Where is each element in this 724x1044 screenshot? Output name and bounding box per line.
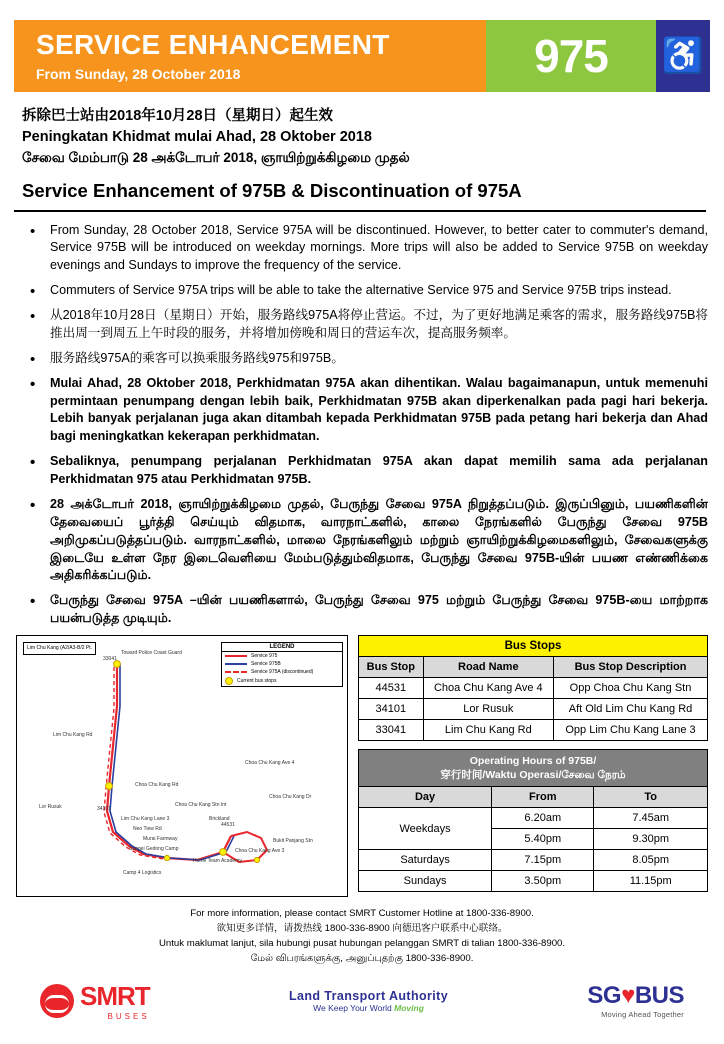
lta-tagline-b: Moving <box>394 1002 424 1013</box>
map-label: Choa Chu Kang Ave 3 <box>235 848 285 855</box>
sgbus-name-b: BUS <box>634 982 684 1010</box>
cell-from: 5.40pm <box>492 829 594 850</box>
blue-line-icon <box>225 663 247 665</box>
title-tamil: சேவை மேம்பாடு 28 அக்டோபர் 2018, ஞாயிற்றுக்கிழமை முதல் <box>22 150 410 166</box>
cell-day: Weekdays <box>359 808 492 850</box>
map-label: 44531 <box>221 822 235 829</box>
cell-road-name: Lim Chu Kang Rd <box>423 720 553 741</box>
contact-line-zh: 欲知更多详情，请拨热线 1800-336-8900 向德迅客户联系中心联络。 <box>216 922 508 934</box>
column-header: Bus Stop Description <box>554 657 708 678</box>
bus-stop-dot <box>164 855 169 860</box>
map-label: 33041 <box>103 656 117 663</box>
map-label: Choa Chu Kang Dr <box>269 794 312 801</box>
tables-column <box>358 635 708 897</box>
service-975b-line <box>110 664 234 860</box>
poster-page <box>0 20 724 1044</box>
title-malay: Peningkatan Khidmat mulai Ahad, 28 Oktober 2018 <box>22 129 372 146</box>
map-label: Camp 4 Logistics <box>123 870 162 877</box>
map-label: 34101 <box>97 806 111 813</box>
legend-item <box>222 676 342 686</box>
cell-day: Saturdays <box>359 850 492 871</box>
list-item: • Sebaliknya, penumpang perjalanan Perkhidmatan 975A akan dapat memilih sama ada perjalanan Perkhidmatan 975 atau Perkhidmatan 975B. <box>28 453 708 489</box>
cell-to: 8.05pm <box>594 850 708 871</box>
list-item: • 从2018年10月28日（星期日）开始，服务路线975A将停止营运。不过，为了更好地满足乘客的需求，服务路线975B将推出周一到周五上午时段的服务，并将增加傍晚和周日的营运车次，提高服务频率。 <box>28 307 708 343</box>
table-row <box>359 871 708 892</box>
cell-from: 7.15pm <box>492 850 594 871</box>
wheelchair-accessible-badge <box>656 20 710 92</box>
bus-stops-table <box>358 635 708 741</box>
notice-bullet-list <box>14 222 710 629</box>
multilingual-titles <box>14 106 710 168</box>
table-row <box>359 678 708 699</box>
list-item: • Commuters of Service 975A trips will be able to take the alternative Service 975 and Service 975B trips instead. <box>28 282 708 300</box>
bus-stops-title: Bus Stops <box>359 636 708 657</box>
map-label: Home Team Academy <box>193 858 242 865</box>
cell-description: Aft Old Lim Chu Kang Rd <box>554 699 708 720</box>
dashed-line-icon <box>225 671 247 673</box>
table-row <box>359 720 708 741</box>
page-title: SERVICE ENHANCEMENT <box>36 29 390 61</box>
column-header: Road Name <box>423 657 553 678</box>
legend-item <box>222 652 342 660</box>
operating-hours-title <box>359 750 708 787</box>
map-label: Choa Chu Kang Stn Int <box>175 802 227 809</box>
service-975-line <box>107 664 231 860</box>
table-row <box>359 850 708 871</box>
bus-stop-dot <box>254 857 259 862</box>
operating-hours-title-multi: 穿行时间/Waktu Operasi/சேவை நேரம் <box>440 769 626 782</box>
route-number-badge: 975 <box>486 20 656 92</box>
operating-hours-title-en: Operating Hours of 975B/ <box>469 755 597 768</box>
cell-to: 9.30pm <box>594 829 708 850</box>
list-item: • 28 அக்டோபர் 2018, ஞாயிற்றுக்கிழமை முதல், பேருந்து சேவை 975A நிறுத்தப்படும். இருப்பினும், பயணிகளின் தேவையைப் பூர்த்தி செய்யும் விதமாக, வாரநாட்களில், காலை நேரங்களில் பேருந்து சேவை 975B அறிமுகப்படுத்தப்படும். வாரநாட்களில், மாலை நேரங்களிலும் மற்றும் ஞாயிற்றுக்கிழமைகளிலும், சேவைகளுக்கு இடையே உள்ள நேர இடைவெளியை மேம்படுத்தும்விதமாக, பேருந்து சேவை 975B-யின் பயண எண்ணிக்கை அதிகரிக்கப்படும். <box>28 496 708 585</box>
cell-to: 7.45am <box>594 808 708 829</box>
cell-description: Opp Lim Chu Kang Lane 3 <box>554 720 708 741</box>
sgbus-tagline: Moving Ahead Together <box>601 1010 684 1020</box>
smrt-sub: BUSES <box>107 1011 150 1021</box>
map-key-text: Lim Chu Kang (A2/A3-B/2 Pt. <box>27 645 93 652</box>
column-header: To <box>594 787 708 808</box>
poster-header <box>14 20 710 92</box>
map-label: Sungei Gedong Camp <box>129 846 179 853</box>
contact-line-ms: Untuk maklumat lanjut, sila hubungi pusat hubungan pelanggan SMRT di talian 1800-336-8900. <box>158 937 566 949</box>
bus-stop-dot-icon <box>225 677 233 685</box>
red-line-icon <box>225 655 247 657</box>
contact-line-ta: மேல் விபரங்களுக்கு, அனுப்புதற்கு 1800-336-8900. <box>250 952 474 964</box>
cell-road-name: Lor Rusuk <box>423 699 553 720</box>
bus-stop-dot <box>220 849 227 856</box>
legend-item-label: Current bus stops <box>237 678 277 685</box>
lta-logo <box>289 989 448 1013</box>
lta-tagline-a: We Keep Your World <box>313 1002 392 1013</box>
map-label: Brickland <box>209 816 230 823</box>
map-label: Neo Tiew Rd <box>133 826 162 833</box>
cell-day: Sundays <box>359 871 492 892</box>
cell-from: 3.50pm <box>492 871 594 892</box>
cell-to: 11.15pm <box>594 871 708 892</box>
bus-stop-dot <box>106 783 113 790</box>
list-item: • 服务路线975A的乘客可以换乘服务路线975和975B。 <box>28 350 708 368</box>
contact-line-en: For more information, please contact SMRT Customer Hotline at 1800-336-8900. <box>190 908 534 920</box>
title-chinese: 拆除巴士站由2018年10月28日（星期日）起生效 <box>22 108 334 124</box>
map-label: Lim Chu Kang Rd <box>53 732 93 739</box>
operating-hours-table <box>358 749 708 892</box>
cell-description: Opp Choa Chu Kang Stn <box>554 678 708 699</box>
map-label: Choa Chu Kang Ave 4 <box>245 760 295 767</box>
header-title-block <box>14 20 486 92</box>
legend-item-label: Service 975 <box>251 653 278 660</box>
cell-road-name: Choa Chu Kang Ave 4 <box>423 678 553 699</box>
cell-from: 6.20am <box>492 808 594 829</box>
map-label: Bukit Panjang Stn <box>273 838 313 845</box>
sgbus-name-a: SG <box>587 982 622 1010</box>
map-legend <box>221 642 343 687</box>
legend-title: LEGEND <box>222 643 342 652</box>
cell-bus-stop: 44531 <box>359 678 424 699</box>
legend-item <box>222 668 342 676</box>
map-label: Lim Chu Kang Lane 3 <box>121 816 170 823</box>
list-item: • பேருந்து சேவை 975A –யின் பயணிகளால், பேருந்து சேவை 975 மற்றும் பேருந்து சேவை 975B-யை மாற்றாக பயன்படுத்த முடியும். <box>28 592 708 628</box>
lta-name: Land Transport Authority <box>288 988 449 1003</box>
legend-item-label: Service 975B <box>251 661 281 668</box>
main-heading: Service Enhancement of 975B & Discontinuation of 975A <box>14 180 706 212</box>
contact-info <box>14 907 710 966</box>
lta-tagline <box>289 1003 448 1013</box>
sgbus-logo <box>587 982 684 1019</box>
table-row <box>359 808 708 829</box>
map-label: Murai Farmway <box>143 836 178 843</box>
route-map <box>16 635 348 897</box>
map-label: Choa Chu Kang Rd <box>135 782 179 789</box>
legend-item-label: Service 975A (discontinued) <box>251 669 314 676</box>
table-row <box>359 699 708 720</box>
cell-bus-stop: 34101 <box>359 699 424 720</box>
map-label: Lor Rusuk <box>39 804 62 811</box>
lower-section <box>14 635 710 897</box>
column-header: Day <box>359 787 492 808</box>
list-item: • Mulai Ahad, 28 Oktober 2018, Perkhidmatan 975A akan dihentikan. Walau bagaimanapun, untuk memenuhi permintaan penumpang dengan lebih baik, Perkhidmatan 975B akan diperkenalkan pada pagi hari bekerja. Lebih banyak perjalanan juga akan ditambah kepada Perkhidmatan 975B pada petang hari bekerja dan Ahad bagi meningkatkan kekerapan perkhidmatan. <box>28 375 708 447</box>
smrt-name: SMRT <box>80 980 150 1011</box>
legend-item <box>222 660 342 668</box>
column-header: Bus Stop <box>359 657 424 678</box>
list-item: • From Sunday, 28 October 2018, Service 975A will be discontinued. However, to better cater to commuter's demand, Service 975B will be introduced on weekday mornings. More trips will also be added to Service 975B on weekday evenings and Sundays to improve the frequency of the service. <box>28 222 708 276</box>
smrt-logo <box>40 981 150 1021</box>
map-key-box <box>23 642 96 655</box>
smrt-mark-icon <box>40 984 74 1018</box>
column-header: From <box>492 787 594 808</box>
footer-logos <box>14 971 710 1021</box>
heart-icon: ♥ <box>621 982 635 1010</box>
wheelchair-icon: ♿ <box>661 37 705 75</box>
map-label: Toward Police Coast Guard <box>121 650 182 657</box>
header-subtitle: From Sunday, 28 October 2018 <box>36 65 241 82</box>
cell-bus-stop: 33041 <box>359 720 424 741</box>
